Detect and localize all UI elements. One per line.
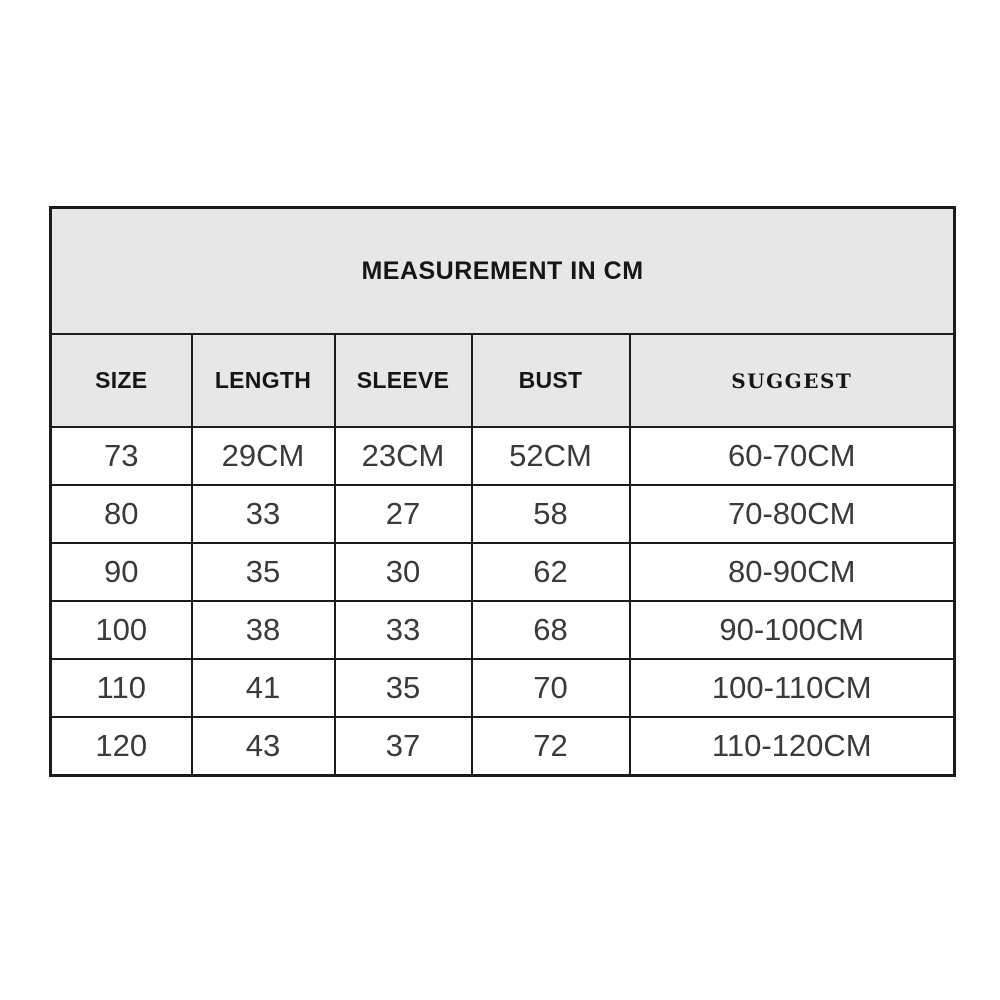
cell-size: 110 [51, 659, 192, 717]
cell-length: 41 [192, 659, 335, 717]
cell-bust: 70 [472, 659, 630, 717]
table-row [51, 601, 955, 659]
cell-size: 120 [51, 717, 192, 776]
cell-bust: 52CM [472, 427, 630, 485]
cell-size: 100 [51, 601, 192, 659]
cell-size: 80 [51, 485, 192, 543]
title-row [51, 208, 955, 335]
cell-length: 38 [192, 601, 335, 659]
column-header-bust: BUST [472, 334, 630, 427]
cell-bust: 62 [472, 543, 630, 601]
size-chart-table [49, 206, 956, 777]
cell-suggest: 90-100CM [630, 601, 955, 659]
cell-suggest: 110-120CM [630, 717, 955, 776]
column-header-length: LENGTH [192, 334, 335, 427]
cell-suggest: 60-70CM [630, 427, 955, 485]
cell-bust: 68 [472, 601, 630, 659]
column-header-size: SIZE [51, 334, 192, 427]
column-header-sleeve: SLEEVE [335, 334, 472, 427]
cell-suggest: 100-110CM [630, 659, 955, 717]
cell-bust: 72 [472, 717, 630, 776]
table-row [51, 717, 955, 776]
cell-sleeve: 30 [335, 543, 472, 601]
table-row [51, 427, 955, 485]
cell-sleeve: 37 [335, 717, 472, 776]
table-title: MEASUREMENT IN CM [51, 208, 955, 335]
cell-bust: 58 [472, 485, 630, 543]
cell-length: 43 [192, 717, 335, 776]
size-chart-image [49, 206, 956, 777]
header-row [51, 334, 955, 427]
table-row [51, 543, 955, 601]
cell-size: 90 [51, 543, 192, 601]
cell-sleeve: 27 [335, 485, 472, 543]
cell-suggest: 70-80CM [630, 485, 955, 543]
cell-sleeve: 33 [335, 601, 472, 659]
cell-size: 73 [51, 427, 192, 485]
table-row [51, 659, 955, 717]
column-header-suggest: SUGGEST [630, 334, 955, 427]
cell-suggest: 80-90CM [630, 543, 955, 601]
cell-length: 33 [192, 485, 335, 543]
cell-length: 29CM [192, 427, 335, 485]
table-row [51, 485, 955, 543]
cell-sleeve: 35 [335, 659, 472, 717]
cell-length: 35 [192, 543, 335, 601]
cell-sleeve: 23CM [335, 427, 472, 485]
